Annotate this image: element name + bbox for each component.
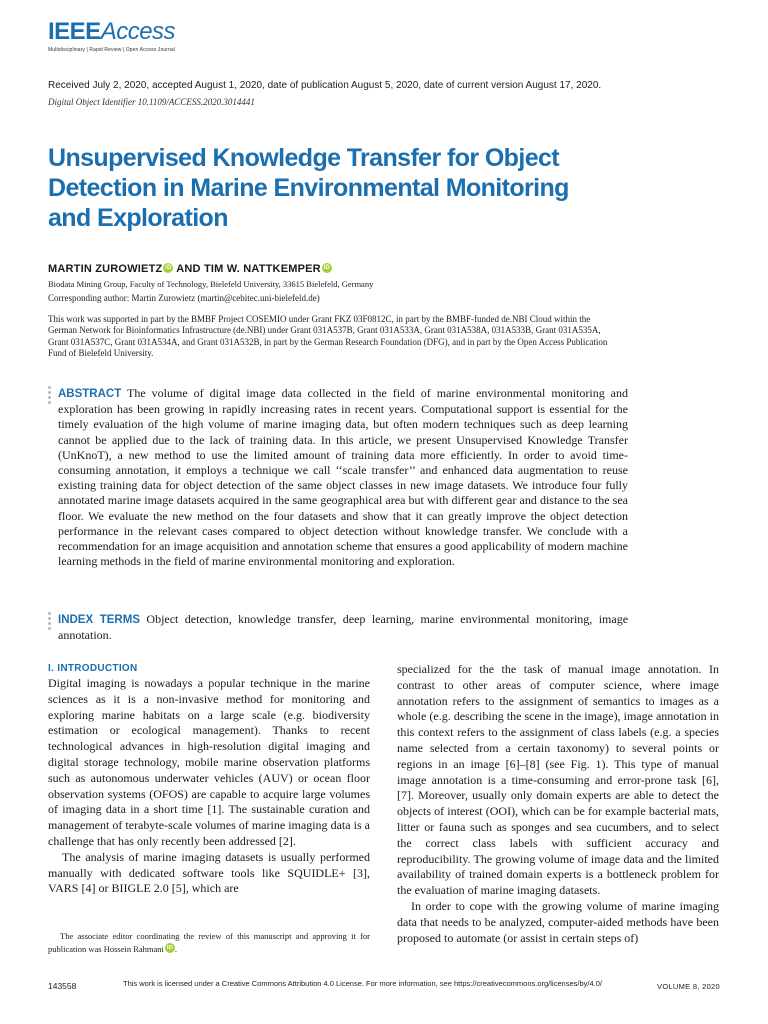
logo-ieee: IEEE: [48, 18, 101, 45]
intro-paragraph-3: specialized for the the task of manual image annotation. In contrast to other areas of computer science, where image annotation refers to the assignment of semantics to images as a whole (e.g. describing the scene in the image), image annotation in this context refers to the assignment of class labels (e.g. a species name selected from a certain taxonomy) to several points or regions in an image [6]–[8] (see Fig. 1). This type of manual image annotation is a time-consuming and error-prone task [6], [7]. Moreover, usually only domain experts are able to detect the objects of interest (OOI), which can be for example bacterial mats, litter or fauna such as sponges and sea cucumbers, and to select the correct class labels with sufficient accuracy and reproducibility. The growing volume of image data and the limited availability of trained domain experts is a bottleneck problem for the evaluation of marine imaging datasets.: [397, 662, 719, 898]
index-terms-dots-icon: [48, 612, 51, 630]
corresponding-author: Corresponding author: Martin Zurowietz (martin@cebitec.uni-bielefeld.de): [48, 293, 320, 303]
journal-logo: [48, 20, 175, 53]
author-1: MARTIN ZUROWIETZ: [48, 263, 163, 275]
authors: [48, 263, 332, 275]
author-and: AND: [173, 263, 204, 275]
section-heading-introduction: I. INTRODUCTION: [48, 663, 138, 674]
index-terms: [58, 612, 628, 643]
logo-tagline: Multidisciplinary | Rapid Review | Open Access Journal: [48, 47, 175, 53]
abstract-label: ABSTRACT: [58, 388, 122, 400]
editor-footnote-text: The associate editor coordinating the review of this manuscript and approving it for publication was Hossein Rahmani: [48, 931, 370, 954]
intro-paragraph-1: Digital imaging is nowadays a popular technique in the marine sciences as it is a non-invasive method for monitoring and exploring marine habitats on a large scale (e.g. biodiversity estimation or ecological management). Thanks to recent technological advances in high-resolution digital imaging and digital storage technology, mobile marine observation platforms such as autonomous underwater vehicles (AUV) or ocean floor observation systems (OFOS) are capable to acquire large volumes of imaging data in a short time [1]. The sustainable curation and management of terabyte-scale volumes of marine imaging data is a challenge that has only recently been addressed [2].: [48, 676, 370, 848]
intro-paragraph-4: In order to cope with the growing volume of marine imaging data that needs to be analyzed, computer-aided methods have been proposed to automate (or assist in certain steps of): [397, 898, 719, 945]
doi: Digital Object Identifier 10.1109/ACCESS.2020.3014441: [48, 97, 255, 107]
orcid-icon[interactable]: iD: [166, 945, 173, 951]
editor-footnote: The associate editor coordinating the review of this manuscript and approving it for publication was Hossein Rahmani iD .: [48, 931, 370, 954]
affiliation: Biodata Mining Group, Faculty of Technology, Bielefeld University, 33615 Bielefeld, Germany: [48, 279, 374, 289]
index-terms-label: INDEX TERMS: [58, 614, 140, 626]
intro-paragraph-2: The analysis of marine imaging datasets is usually performed manually with dedicated software tools like SQUIDLE+ [3], VARS [4] or BIIGLE 2.0 [5], which are: [48, 849, 370, 896]
funding-statement: This work was supported in part by the BMBF Project COSEMIO under Grant FKZ 03F0812C, in part by the BMBF-funded de.NBI Cloud within the German Network for Bioinformatics Infrastructure (de.NBI) under Grant 031A537B, Grant 031A533A, Grant 031A538A, 031A533B, Grant 031A535A, Grant 031A537C, Grant 031A534A, and Grant 031A532B, in part by the German Research Foundation (DFG), and in part by the Open Access Publication Fund of Bielefeld University.: [48, 314, 608, 358]
volume-label: VOLUME 8, 2020: [657, 982, 720, 991]
abstract: [58, 386, 628, 569]
page-number: 143558: [48, 981, 77, 991]
received-dates: Received July 2, 2020, accepted August 1, 2020, date of publication August 5, 2020, date of current version August 17, 2020.: [48, 80, 602, 91]
orcid-icon[interactable]: iD: [323, 265, 331, 271]
abstract-dots-icon: [48, 386, 51, 404]
index-terms-text: Object detection, knowledge transfer, deep learning, marine environmental monitoring, image annotation.: [58, 612, 629, 643]
paper-title: Unsupervised Knowledge Transfer for Object Detection in Marine Environmental Monitoring and Exploration: [48, 144, 569, 232]
author-2: TIM W. NATTKEMPER: [203, 263, 321, 275]
left-column: [48, 662, 370, 897]
license-notice[interactable]: This work is licensed under a Creative Commons Attribution 4.0 License. For more information, see https://creativecommons.org/licenses/by/4.0/: [123, 979, 602, 988]
abstract-text: The volume of digital image data collected in the field of marine environmental monitoring and exploration has been growing in rapidly increasing rates in recent years. Computational support is essential for the timely evaluation of the high volume of marine imaging data, but often modern techniques such as deep learning cannot be applied due to the lack of training data. In this article, we present Unsupervised Knowledge Transfer (UnKnoT), a new method to use the limited amount of training data more efficiently. In order to avoid time-consuming annotation, it employs a technique we call ‘‘scale transfer’’ and enhanced data augmentation to reuse existing training data for object detection of the same object classes in new image datasets. We introduce four fully annotated marine image datasets acquired in the same geographical area but with different gear and distance to the sea floor. We evaluate the new method on the four datasets and show that it can greatly improve the object detection performance in the relevant cases compared to object detection without knowledge transfer. We conclude with a recommendation for an image acquisition and annotation scheme that ensures a good applicability of modern machine learning methods in the field of marine environmental monitoring and exploration.: [58, 386, 628, 569]
orcid-icon[interactable]: iD: [165, 265, 172, 271]
logo-access: Access: [100, 18, 176, 45]
right-column: [397, 662, 719, 946]
